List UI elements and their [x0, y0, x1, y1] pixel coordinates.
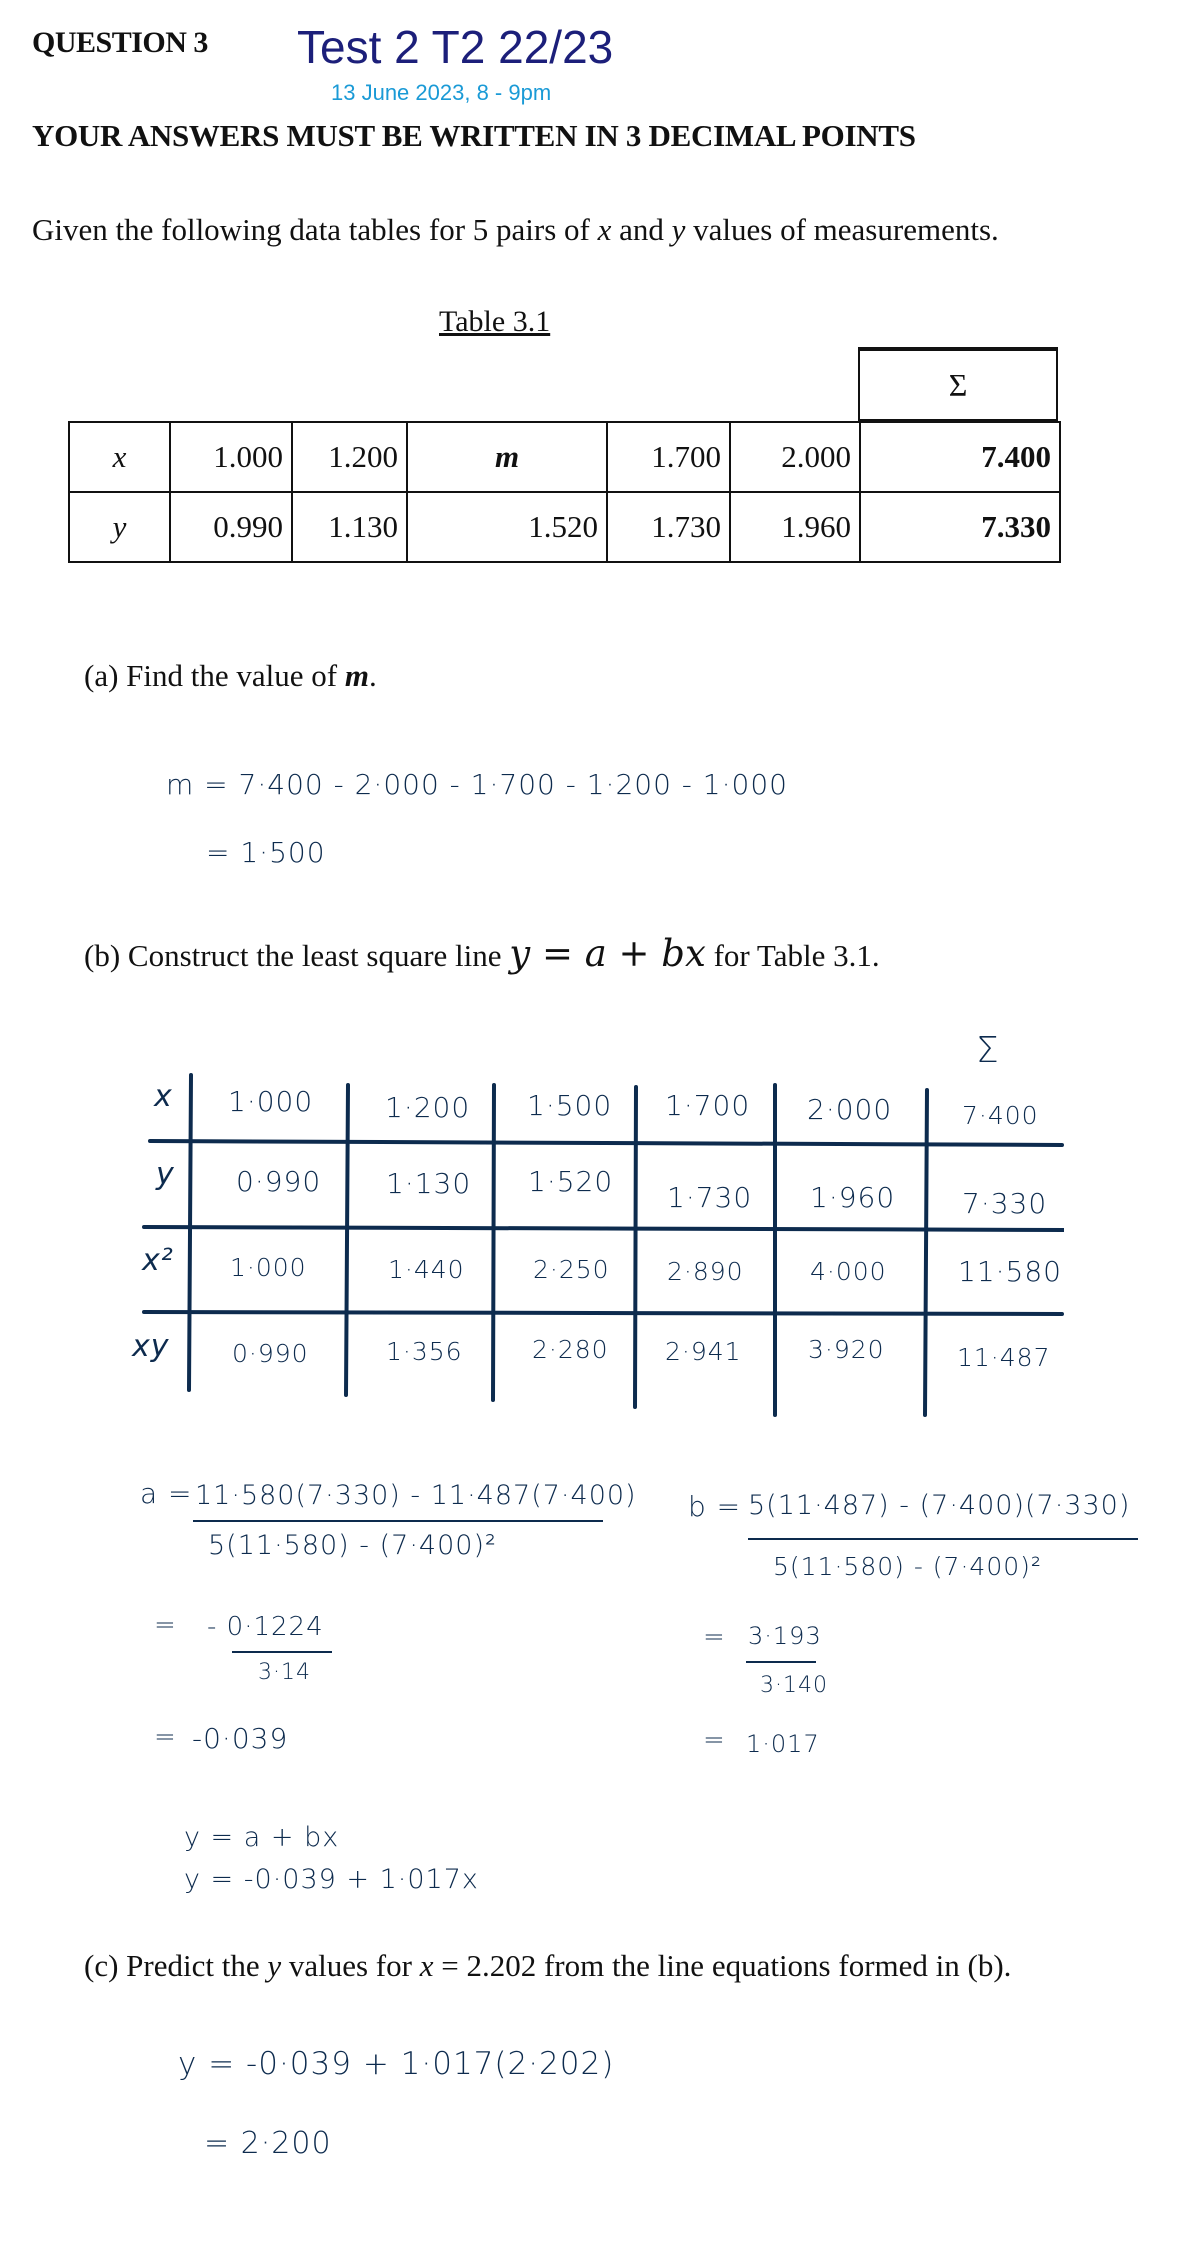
table-cell: 1.700	[607, 422, 730, 492]
part-c-var-y: y	[267, 1948, 282, 1983]
hw-cell: 1·356	[386, 1337, 463, 1366]
hw-cell: 1·200	[385, 1091, 471, 1124]
a-fraction-bar	[193, 1520, 603, 1522]
b-result: 1·017	[746, 1730, 820, 1758]
table-cell: 1.960	[730, 492, 860, 562]
intro-part: values of measurements.	[685, 212, 999, 247]
table-cell: 1.520	[407, 492, 607, 562]
b-equals: =	[703, 1725, 726, 1755]
line-general-form: y = a + bx	[184, 1822, 340, 1853]
b-numerator: 5(11·487) - (7·400)(7·330)	[748, 1490, 1131, 1521]
part-a-question	[84, 658, 377, 694]
hw-cell: 1·700	[665, 1089, 751, 1122]
a-fraction-bar-2	[232, 1651, 332, 1653]
hw-row-label: y	[156, 1157, 175, 1192]
b-fraction-bar-2	[746, 1661, 816, 1663]
part-b-question	[84, 932, 880, 975]
hw-cell: 2·941	[665, 1337, 742, 1366]
hw-sum-header: Σ	[976, 1030, 1000, 1071]
row-label: x	[69, 422, 170, 492]
hw-cell: 1·000	[228, 1085, 314, 1118]
grid-line	[144, 1312, 1062, 1314]
hw-cell: 2·250	[533, 1255, 610, 1284]
hw-sum-cell: 7·330	[962, 1187, 1048, 1220]
hw-cell: 1·520	[528, 1165, 614, 1198]
part-b-text: (b) Construct the least square line	[84, 938, 510, 973]
hw-cell: 1·960	[810, 1181, 896, 1214]
hw-cell: 0·990	[232, 1339, 309, 1368]
hw-cell: 1·000	[230, 1253, 307, 1282]
part-b-suffix: for Table 3.1.	[705, 938, 880, 973]
handwritten-table	[132, 1065, 1064, 1425]
sum-cell: 7.330	[860, 492, 1060, 562]
table-row	[69, 492, 1060, 562]
b-denominator: 5(11·580) - (7·400)²	[773, 1552, 1042, 1581]
hw-cell: 1·730	[667, 1181, 753, 1214]
hw-cell: 0·990	[236, 1165, 322, 1198]
table-cell: 0.990	[170, 492, 292, 562]
a-equals: =	[154, 1722, 177, 1752]
table-cell: 2.000	[730, 422, 860, 492]
question-label: QUESTION 3	[32, 26, 208, 59]
hw-cell: 1·130	[386, 1167, 472, 1200]
sum-cell: 7.400	[860, 422, 1060, 492]
a-lhs: a =	[140, 1477, 193, 1510]
table-cell-m: m	[407, 422, 607, 492]
intro-part: Given the following data tables for 5 pairs of	[32, 212, 598, 247]
grid-line	[346, 1085, 348, 1395]
intro-part: and	[611, 212, 672, 247]
hw-cell: 2·000	[807, 1093, 893, 1126]
b-numerator-value: 3·193	[748, 1622, 822, 1650]
hw-cell: 3·920	[808, 1335, 885, 1364]
part-c-text: values for	[281, 1948, 420, 1983]
table-caption: Table 3.1	[439, 305, 551, 338]
a-equals: =	[154, 1610, 177, 1640]
a-denominator: 5(11·580) - (7·400)²	[208, 1530, 497, 1561]
grid-line	[493, 1085, 494, 1400]
hw-row-label: xy	[132, 1329, 170, 1364]
table-cell: 1.000	[170, 422, 292, 492]
intro-var-x: x	[597, 212, 612, 247]
part-a-text: (a) Find the value of	[84, 658, 345, 693]
b-equals: =	[703, 1622, 726, 1652]
a-numerator-value: - 0·1224	[207, 1612, 324, 1642]
part-a-working: m = 7·400 - 2·000 - 1·700 - 1·200 - 1·000	[166, 768, 788, 801]
grid-line	[925, 1090, 927, 1415]
part-c-question	[84, 1948, 1011, 1984]
line-fitted-equation: y = -0·039 + 1·017x	[184, 1864, 479, 1895]
test-date: 13 June 2023, 8 - 9pm	[331, 80, 552, 105]
part-c-text: (c) Predict the	[84, 1948, 268, 1983]
part-c-text: = 2.202 from the line equations formed in (b).	[433, 1948, 1012, 1983]
table-cell: 1.730	[607, 492, 730, 562]
hw-sum-cell: 7·400	[962, 1101, 1039, 1130]
sum-header: Σ	[858, 347, 1058, 421]
grid-line	[189, 1075, 191, 1390]
instruction-text: YOUR ANSWERS MUST BE WRITTEN IN 3 DECIMAL POINTS	[32, 118, 916, 153]
part-c-working: y = -0·039 + 1·017(2·202)	[178, 2046, 615, 2082]
part-c-answer: = 2·200	[204, 2126, 332, 2161]
b-denominator-value: 3·140	[760, 1673, 828, 1698]
part-b-equation: y = a + bx	[509, 932, 706, 975]
b-lhs: b =	[688, 1490, 742, 1523]
intro-text	[32, 212, 999, 248]
b-fraction-bar	[748, 1538, 1138, 1540]
data-table	[68, 421, 1061, 563]
hw-cell: 1·500	[527, 1089, 613, 1122]
part-a-suffix: .	[368, 658, 377, 693]
grid-line	[635, 1087, 636, 1407]
a-denominator-value: 3·14	[258, 1660, 311, 1685]
hw-row-label: x	[154, 1079, 173, 1114]
hw-cell: 4·000	[810, 1257, 887, 1286]
table-cell: 1.200	[292, 422, 407, 492]
a-numerator: 11·580(7·330) - 11·487(7·400)	[195, 1480, 637, 1511]
row-label: y	[69, 492, 170, 562]
hw-sum-cell: 11·580	[958, 1255, 1062, 1288]
hw-cell: 2·280	[532, 1335, 609, 1364]
part-c-var-x: x	[419, 1948, 434, 1983]
part-a-var: m	[344, 658, 369, 693]
test-title: Test 2 T2 22/23	[297, 21, 614, 73]
table-cell: 1.130	[292, 492, 407, 562]
intro-var-y: y	[671, 212, 686, 247]
part-a-answer: = 1·500	[206, 836, 326, 869]
hw-sum-cell: 11·487	[957, 1343, 1051, 1372]
table-row	[69, 422, 1060, 492]
a-result: -0·039	[192, 1722, 289, 1755]
hw-cell: 2·890	[667, 1257, 744, 1286]
hw-cell: 1·440	[388, 1255, 465, 1284]
hw-row-label: x²	[142, 1243, 174, 1278]
